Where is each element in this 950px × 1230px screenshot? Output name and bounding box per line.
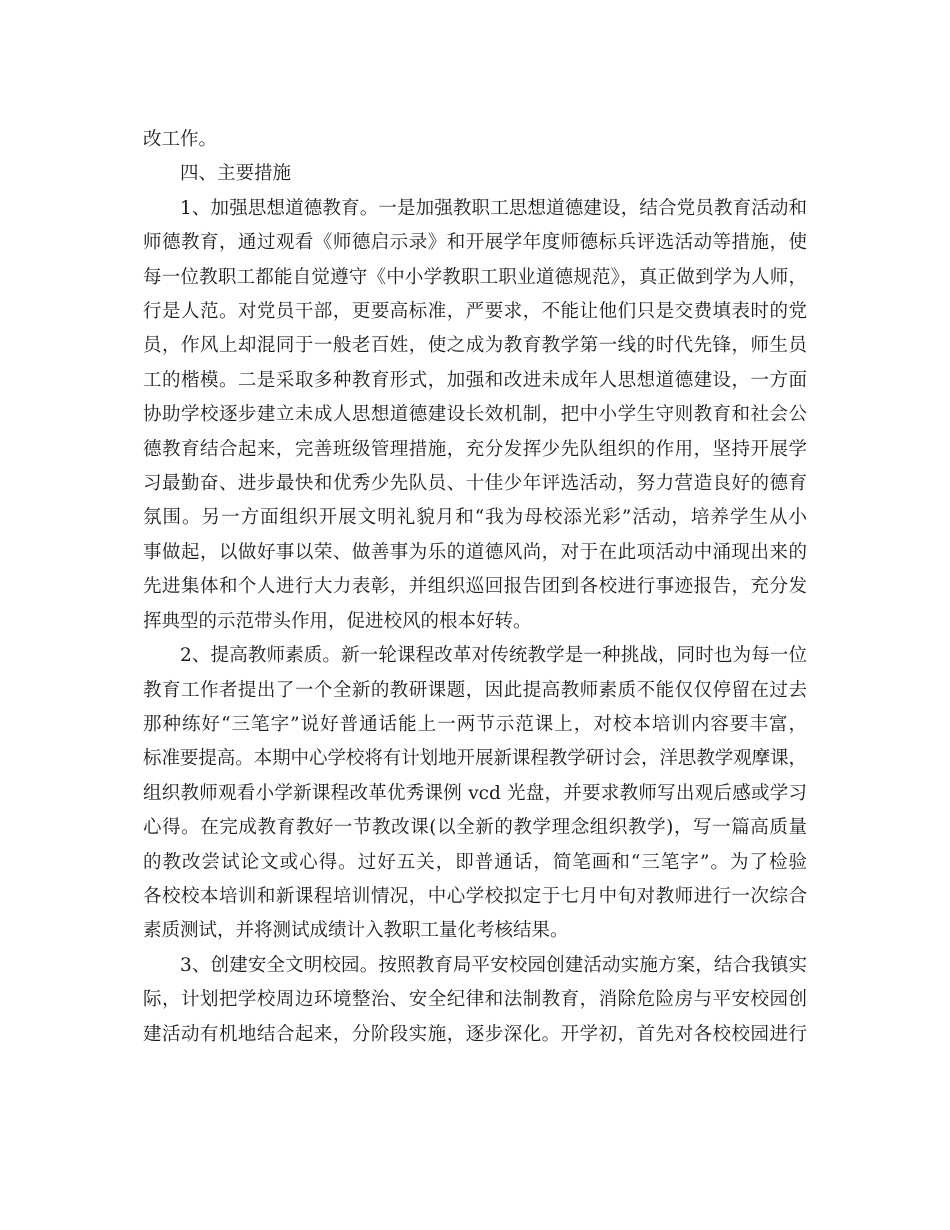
text-line: 那种练好“三笔字”说好普通话能上一两节示范课上，对校本培训内容要丰富， — [143, 713, 807, 735]
text-line: 的教改尝试论文或心得。过好五关，即普通话，简笔画和“三笔字”。为了检验 — [143, 851, 807, 873]
text-line: 员，作风上却混同于一般老百姓，使之成为教育教学第一线的时代先锋，师生员 — [143, 335, 807, 357]
text-line: 师德教育，通过观看《师德启示录》和开展学年度师德标兵评选活动等措施，使 — [143, 232, 807, 254]
text-line: 先进集体和个人进行大力表彰，并组织巡回报告团到各校进行事迹报告，充分发 — [143, 576, 807, 598]
text-line: 协助学校逐步建立未成人思想道德建设长效机制，把中小学生守则教育和社会公 — [143, 404, 807, 426]
text-line: 标准要提高。本期中心学校将有计划地开展新课程教学研讨会，洋思教学观摩课， — [143, 748, 807, 770]
text-line: 事做起，以做好事以荣、做善事为乐的道德风尚，对于在此项活动中涌现出来的 — [143, 541, 807, 563]
text-line: 习最勤奋、进步最快和优秀少先队员、十佳少年评选活动，努力营造良好的德育 — [143, 473, 807, 495]
text-line: 1、加强思想道德教育。一是加强教职工思想道德建设，结合党员教育活动和 — [180, 197, 807, 219]
text-line: 2、提高教师素质。新一轮课程改革对传统教学是一种挑战，同时也为每一位 — [180, 645, 807, 667]
text-line: 每一位教职工都能自觉遵守《中小学教职工职业道德规范》，真正做到学为人师， — [143, 266, 807, 288]
text-line: 挥典型的示范带头作用，促进校风的根本好转。 — [143, 610, 532, 632]
text-line: 德教育结合起来，完善班级管理措施，充分发挥少先队组织的作用，坚持开展学 — [143, 438, 807, 460]
text-line: 四、主要措施 — [180, 163, 292, 185]
text-line: 各校校本培训和新课程培训情况，中心学校拟定于七月中旬对教师进行一次综合 — [143, 885, 807, 907]
text-line: 改工作。 — [143, 129, 218, 150]
document-body — [143, 123, 807, 1052]
text-line: 心得。在完成教育教好一节教改课(以全新的教学理念组织教学)，写一篇高质量 — [143, 817, 807, 839]
text-line: 氛围。另一方面组织开展文明礼貌月和“我为母校添光彩”活动，培养学生从小 — [143, 507, 807, 529]
text-line: 建活动有机地结合起来，分阶段实施，逐步深化。开学初，首先对各校校园进行 — [143, 1023, 807, 1045]
text-line: 行是人范。对党员干部，更要高标准，严要求，不能让他们只是交费填表时的党 — [143, 301, 807, 323]
text-line: 际，计划把学校周边环境整治、安全纪律和法制教育，消除危险房与平安校园创 — [143, 989, 807, 1011]
text-line: 素质测试，并将测试成绩计入教职工量化考核结果。 — [143, 920, 569, 942]
text-line: 3、创建安全文明校园。按照教育局平安校园创建活动实施方案，结合我镇实 — [180, 954, 807, 976]
text-line: 组织教师观看小学新课程改革优秀课例 vcd 光盘，并要求教师写出观后感或学习 — [143, 782, 807, 804]
text-line: 工的楷模。二是采取多种教育形式，加强和改进未成年人思想道德建设，一方面 — [143, 369, 807, 391]
text-line: 教育工作者提出了一个全新的教研课题，因此提高教师素质不能仅仅停留在过去 — [143, 679, 807, 701]
